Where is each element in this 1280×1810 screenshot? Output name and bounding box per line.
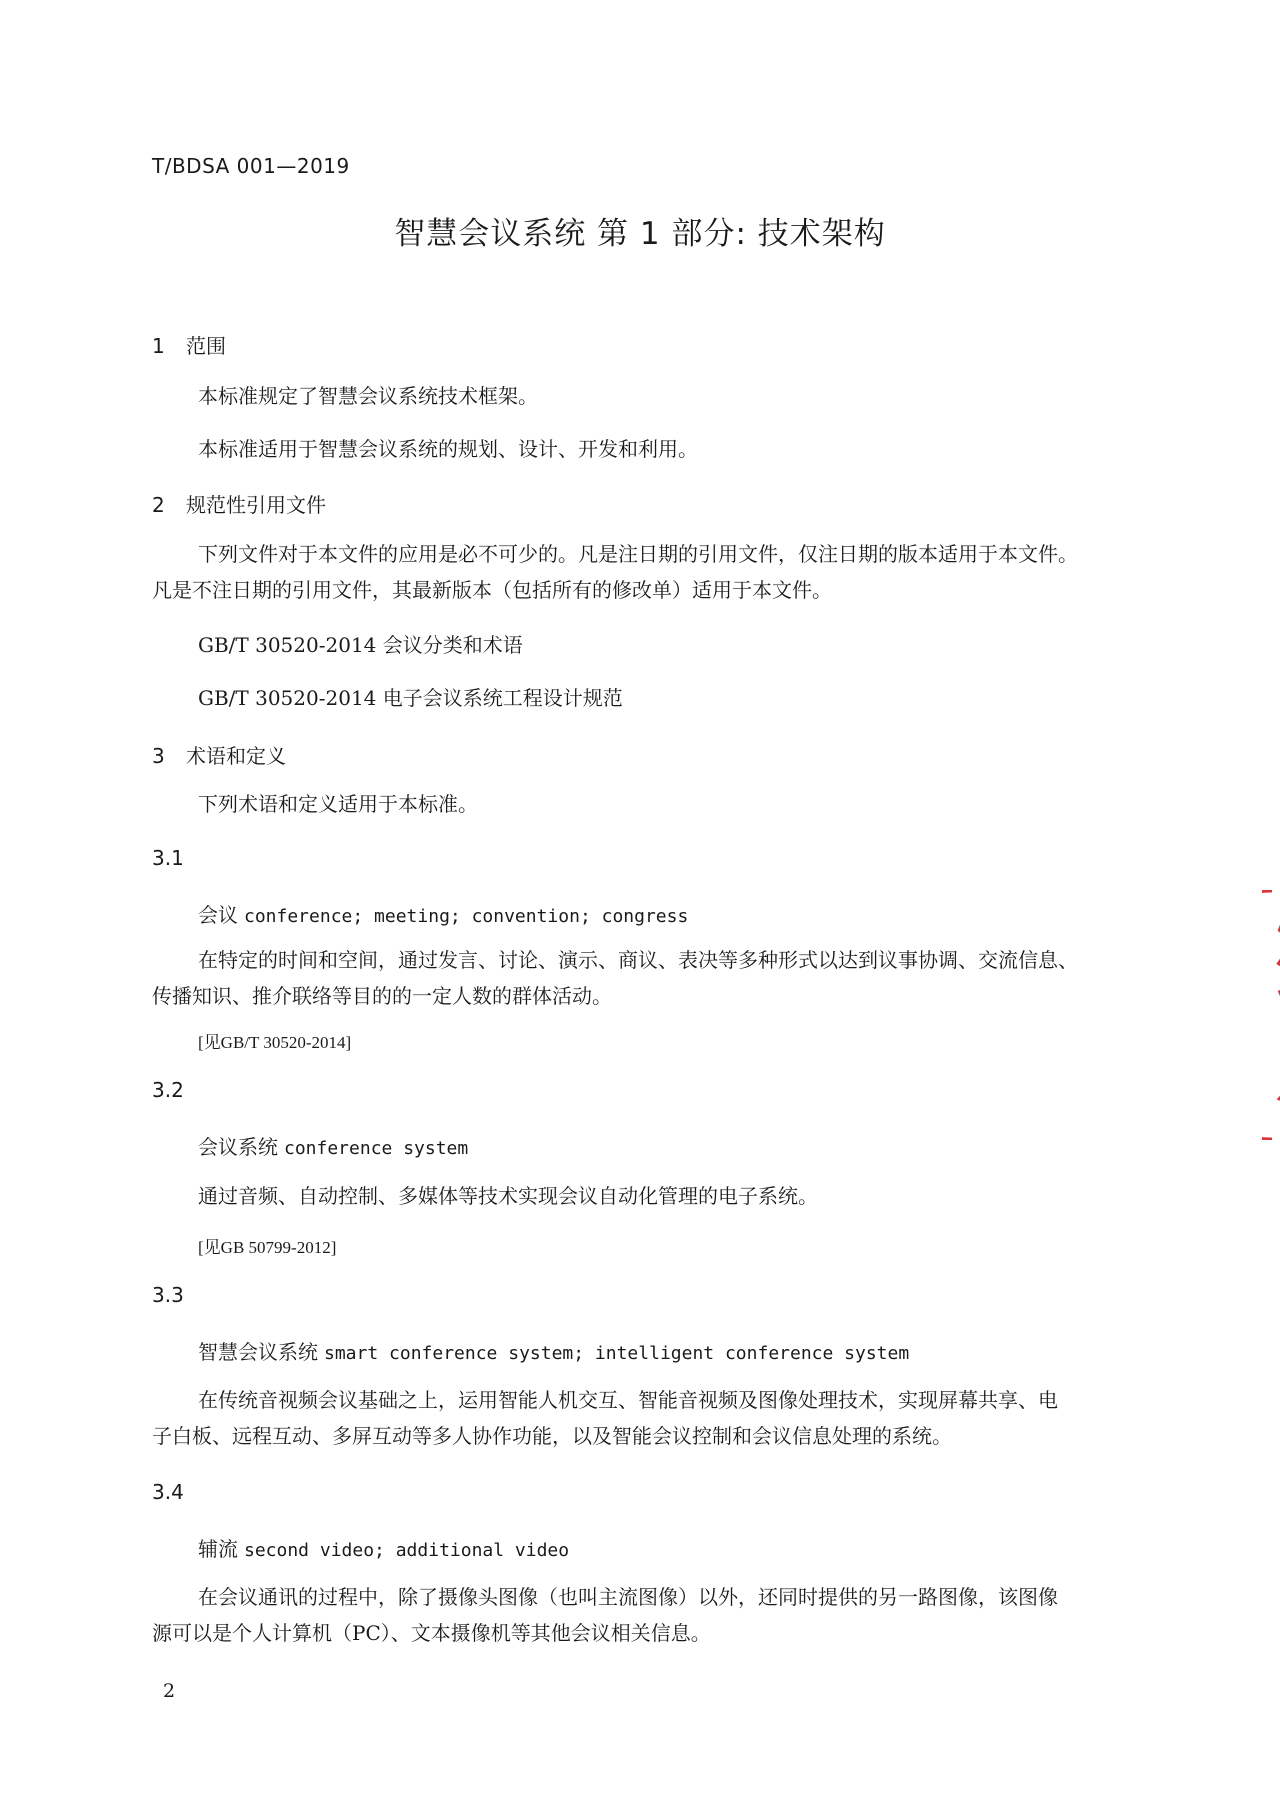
term-3-4-definition — [152, 1579, 1157, 1651]
term-3-2-source: [见GB 50799-2012] — [198, 1238, 337, 1257]
definition-line: 源可以是个人计算机（PC）、文本摄像机等其他会议相关信息。 — [152, 1621, 711, 1645]
term-3-2-number: 3.2 — [152, 1078, 184, 1102]
term-3-4-number: 3.4 — [152, 1480, 184, 1504]
definition-line: 在特定的时间和空间，通过发言、讨论、演示、商议、表决等多种形式以达到议事协调、交流信息、 — [198, 948, 1078, 972]
term-3-2-definition: 通过音频、自动控制、多媒体等技术实现会议自动化管理的电子系统。 — [198, 1184, 818, 1208]
term-zh: 智慧会议系统 — [198, 1340, 318, 1364]
term-zh: 辅流 — [198, 1537, 238, 1561]
section-3-paragraph: 下列术语和定义适用于本标准。 — [198, 792, 478, 816]
page-number: 2 — [163, 1680, 176, 1702]
term-en: conference; meeting; convention; congress — [244, 906, 689, 927]
standard-id: T/BDSA 001—2019 — [152, 154, 350, 178]
term-3-2-heading — [198, 1131, 468, 1160]
document-title: 智慧会议系统 第 1 部分: 技术架构 — [394, 216, 886, 252]
section-number: 1 — [152, 334, 165, 358]
section-2-heading — [152, 489, 326, 518]
term-3-1-heading — [198, 899, 688, 928]
section-1-paragraph-2: 本标准适用于智慧会议系统的规划、设计、开发和利用。 — [198, 437, 698, 461]
section-title: 术语和定义 — [186, 744, 286, 768]
paragraph-line: 凡是不注日期的引用文件，其最新版本（包括所有的修改单）适用于本文件。 — [152, 578, 832, 602]
normative-reference-2: GB/T 30520-2014 电子会议系统工程设计规范 — [198, 686, 623, 710]
term-3-3-definition — [152, 1382, 1157, 1454]
definition-line: 在传统音视频会议基础之上，运用智能人机交互、智能音视频及图像处理技术，实现屏幕共享、电 — [198, 1388, 1058, 1412]
term-zh: 会议 — [198, 903, 238, 927]
term-3-1-definition — [152, 942, 1157, 1014]
term-3-3-heading — [198, 1336, 909, 1365]
term-en: second video; additional video — [244, 1540, 570, 1561]
section-2-paragraph — [152, 536, 1157, 608]
section-title: 范围 — [186, 334, 226, 358]
paragraph-line: 下列文件对于本文件的应用是必不可少的。凡是注日期的引用文件，仅注日期的版本适用于本文件。 — [198, 542, 1078, 566]
term-3-4-heading — [198, 1533, 569, 1562]
section-1-paragraph-1: 本标准规定了智慧会议系统技术框架。 — [198, 384, 538, 408]
section-number: 2 — [152, 493, 165, 517]
section-3-heading — [152, 740, 286, 769]
section-number: 3 — [152, 744, 165, 768]
term-3-1-source: [见GB/T 30520-2014] — [198, 1033, 352, 1052]
normative-reference-1: GB/T 30520-2014 会议分类和术语 — [198, 633, 523, 657]
term-3-1-number: 3.1 — [152, 846, 184, 870]
section-1-heading — [152, 330, 226, 359]
section-title: 规范性引用文件 — [186, 493, 326, 517]
term-en: smart conference system; intelligent conference system — [324, 1343, 910, 1364]
definition-line: 传播知识、推介联络等目的的一定人数的群体活动。 — [152, 984, 612, 1008]
term-3-3-number: 3.3 — [152, 1283, 184, 1307]
term-zh: 会议系统 — [198, 1135, 278, 1159]
red-seal-stamp-icon — [1262, 890, 1280, 1140]
definition-line: 子白板、远程互动、多屏互动等多人协作功能，以及智能会议控制和会议信息处理的系统。 — [152, 1424, 952, 1448]
definition-line: 在会议通讯的过程中，除了摄像头图像（也叫主流图像）以外，还同时提供的另一路图像，该图像 — [198, 1585, 1058, 1609]
term-en: conference system — [284, 1138, 469, 1159]
